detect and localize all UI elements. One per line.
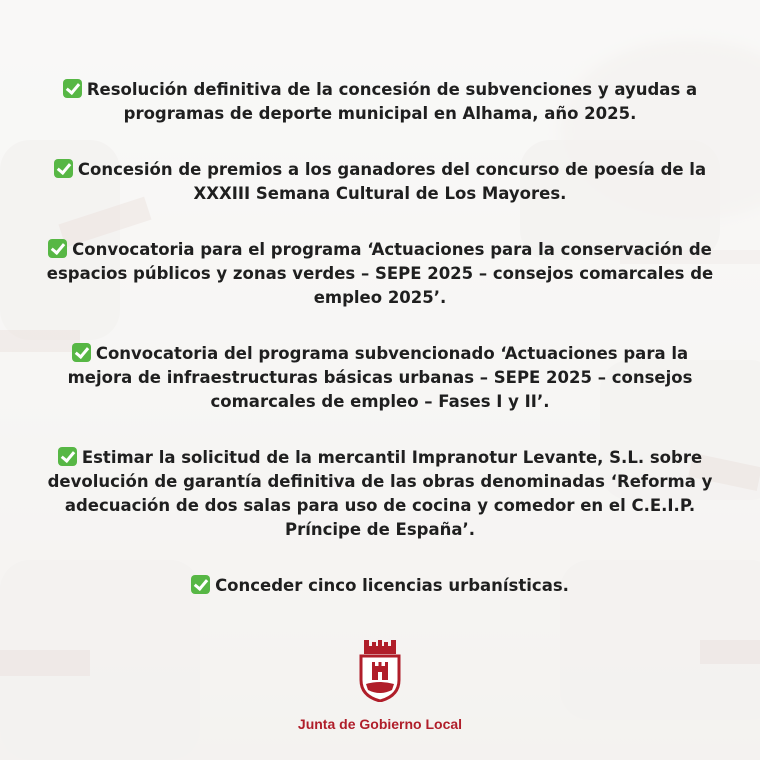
check-mark-icon — [63, 79, 82, 98]
item-text: Estimar la solicitud de la mercantil Impranotur Levante, S.L. sobre devolución de garantía definitiva de las obras denominadas ‘Reforma y adecuación de dos salas para uso de cocina y comedor en el C.E.I.P. Príncipe de España’. — [47, 448, 713, 539]
check-mark-icon — [58, 447, 77, 466]
check-mark-icon — [48, 239, 67, 258]
item-text: Concesión de premios a los ganadores del concurso de poesía de la XXXIII Semana Cultural de Los Mayores. — [77, 160, 707, 203]
item-text: Resolución definitiva de la concesión de subvenciones y ayudas a programas de deporte municipal en Alhama, año 2025. — [86, 80, 698, 123]
item-text: Convocatoria del programa subvencionado ‘Actuaciones para la mejora de infraestructuras básicas urbanas – SEPE 2025 – consejos comarcales de empleo – Fases I y II’. — [67, 344, 693, 411]
agreements-list — [40, 78, 720, 598]
item-text: Conceder cinco licencias urbanísticas. — [215, 576, 569, 595]
check-mark-icon — [54, 159, 73, 178]
footer — [0, 640, 760, 732]
check-mark-icon — [191, 575, 210, 594]
item-text: Convocatoria para el programa ‘Actuaciones para la conservación de espacios públicos y zonas verdes – SEPE 2025 – consejos comarcales de empleo 2025’. — [46, 240, 714, 307]
list-item — [40, 78, 720, 126]
municipal-coat-of-arms-icon — [358, 640, 402, 702]
list-item — [40, 446, 720, 542]
check-mark-icon — [72, 343, 91, 362]
list-item — [40, 158, 720, 206]
footer-title: Junta de Gobierno Local — [297, 716, 463, 732]
list-item — [40, 342, 720, 414]
list-item — [40, 574, 720, 598]
list-item — [40, 238, 720, 310]
